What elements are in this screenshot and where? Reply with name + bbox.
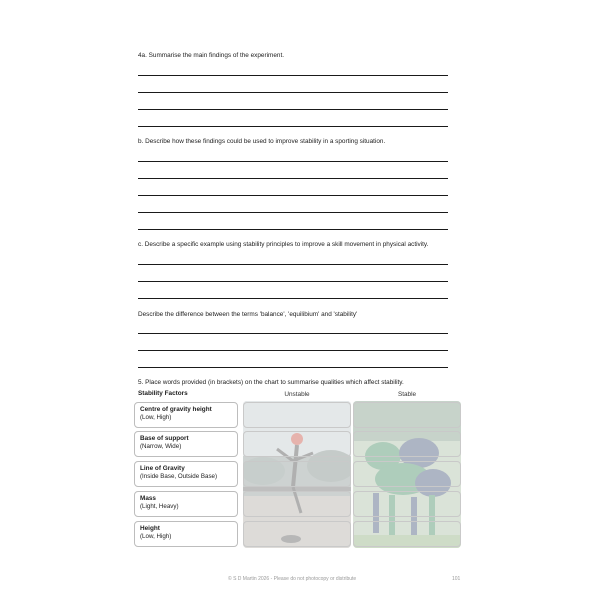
stable-answer-cell[interactable] <box>353 521 461 547</box>
answer-line[interactable] <box>138 350 448 351</box>
factor-centre-of-gravity-height <box>134 402 238 428</box>
copyright-notice: © S D Martin 2026 - Please do not photocopy or distribute <box>228 576 357 582</box>
answer-line[interactable] <box>138 178 448 179</box>
question-4b: b. Describe how these findings could be used to improve stability in a sporting situation. <box>138 138 386 145</box>
question-4a: 4a. Summarise the main findings of the experiment. <box>138 52 284 59</box>
factor-name: Line of Gravity <box>140 465 185 472</box>
stable-answer-cell[interactable] <box>353 402 461 428</box>
factor-height <box>134 521 238 547</box>
factor-line-of-gravity <box>134 461 238 487</box>
answer-line[interactable] <box>138 264 448 265</box>
factor-name: Mass <box>140 495 156 502</box>
answer-line[interactable] <box>138 195 448 196</box>
answer-line[interactable] <box>138 109 448 110</box>
stable-answer-cell[interactable] <box>353 431 461 457</box>
stable-answer-cell[interactable] <box>353 491 461 517</box>
unstable-answer-cell[interactable] <box>243 461 351 487</box>
factor-name: Base of support <box>140 435 189 442</box>
stable-column-heading: Stable <box>397 391 417 398</box>
unstable-answer-cell[interactable] <box>243 521 351 547</box>
question-4d: Describe the difference between the terms 'balance', 'equilibium' and 'stability' <box>138 311 358 318</box>
factor-options: (Low, High) <box>140 533 172 540</box>
factor-name: Height <box>140 525 160 532</box>
factor-options: (Narrow, Wide) <box>140 443 182 450</box>
answer-line[interactable] <box>138 367 448 368</box>
stable-answer-cell[interactable] <box>353 461 461 487</box>
question-4c: c. Describe a specific example using stability principles to improve a skill movement in physical activity. <box>138 241 429 248</box>
factor-options: (Low, High) <box>140 414 172 421</box>
answer-line[interactable] <box>138 161 448 162</box>
factor-options: (Inside Base, Outside Base) <box>140 473 218 480</box>
answer-line[interactable] <box>138 281 448 282</box>
factor-mass <box>134 491 238 517</box>
question-5: 5. Place words provided (in brackets) on the chart to summarise qualities which affect stability. <box>138 379 404 386</box>
factor-base-of-support <box>134 431 238 457</box>
answer-line[interactable] <box>138 126 448 127</box>
unstable-column-heading: Unstable <box>284 391 310 398</box>
unstable-answer-cell[interactable] <box>243 491 351 517</box>
answer-line[interactable] <box>138 92 448 93</box>
answer-line[interactable] <box>138 298 448 299</box>
factor-name: Centre of gravity height <box>140 406 212 413</box>
answer-line[interactable] <box>138 212 448 213</box>
stability-factors-heading: Stability Factors <box>138 390 188 397</box>
unstable-answer-cell[interactable] <box>243 402 351 428</box>
answer-line[interactable] <box>138 333 448 334</box>
answer-line[interactable] <box>138 75 448 76</box>
factor-options: (Light, Heavy) <box>140 503 179 510</box>
answer-line[interactable] <box>138 229 448 230</box>
page-number: 101 <box>452 576 461 582</box>
unstable-answer-cell[interactable] <box>243 431 351 457</box>
